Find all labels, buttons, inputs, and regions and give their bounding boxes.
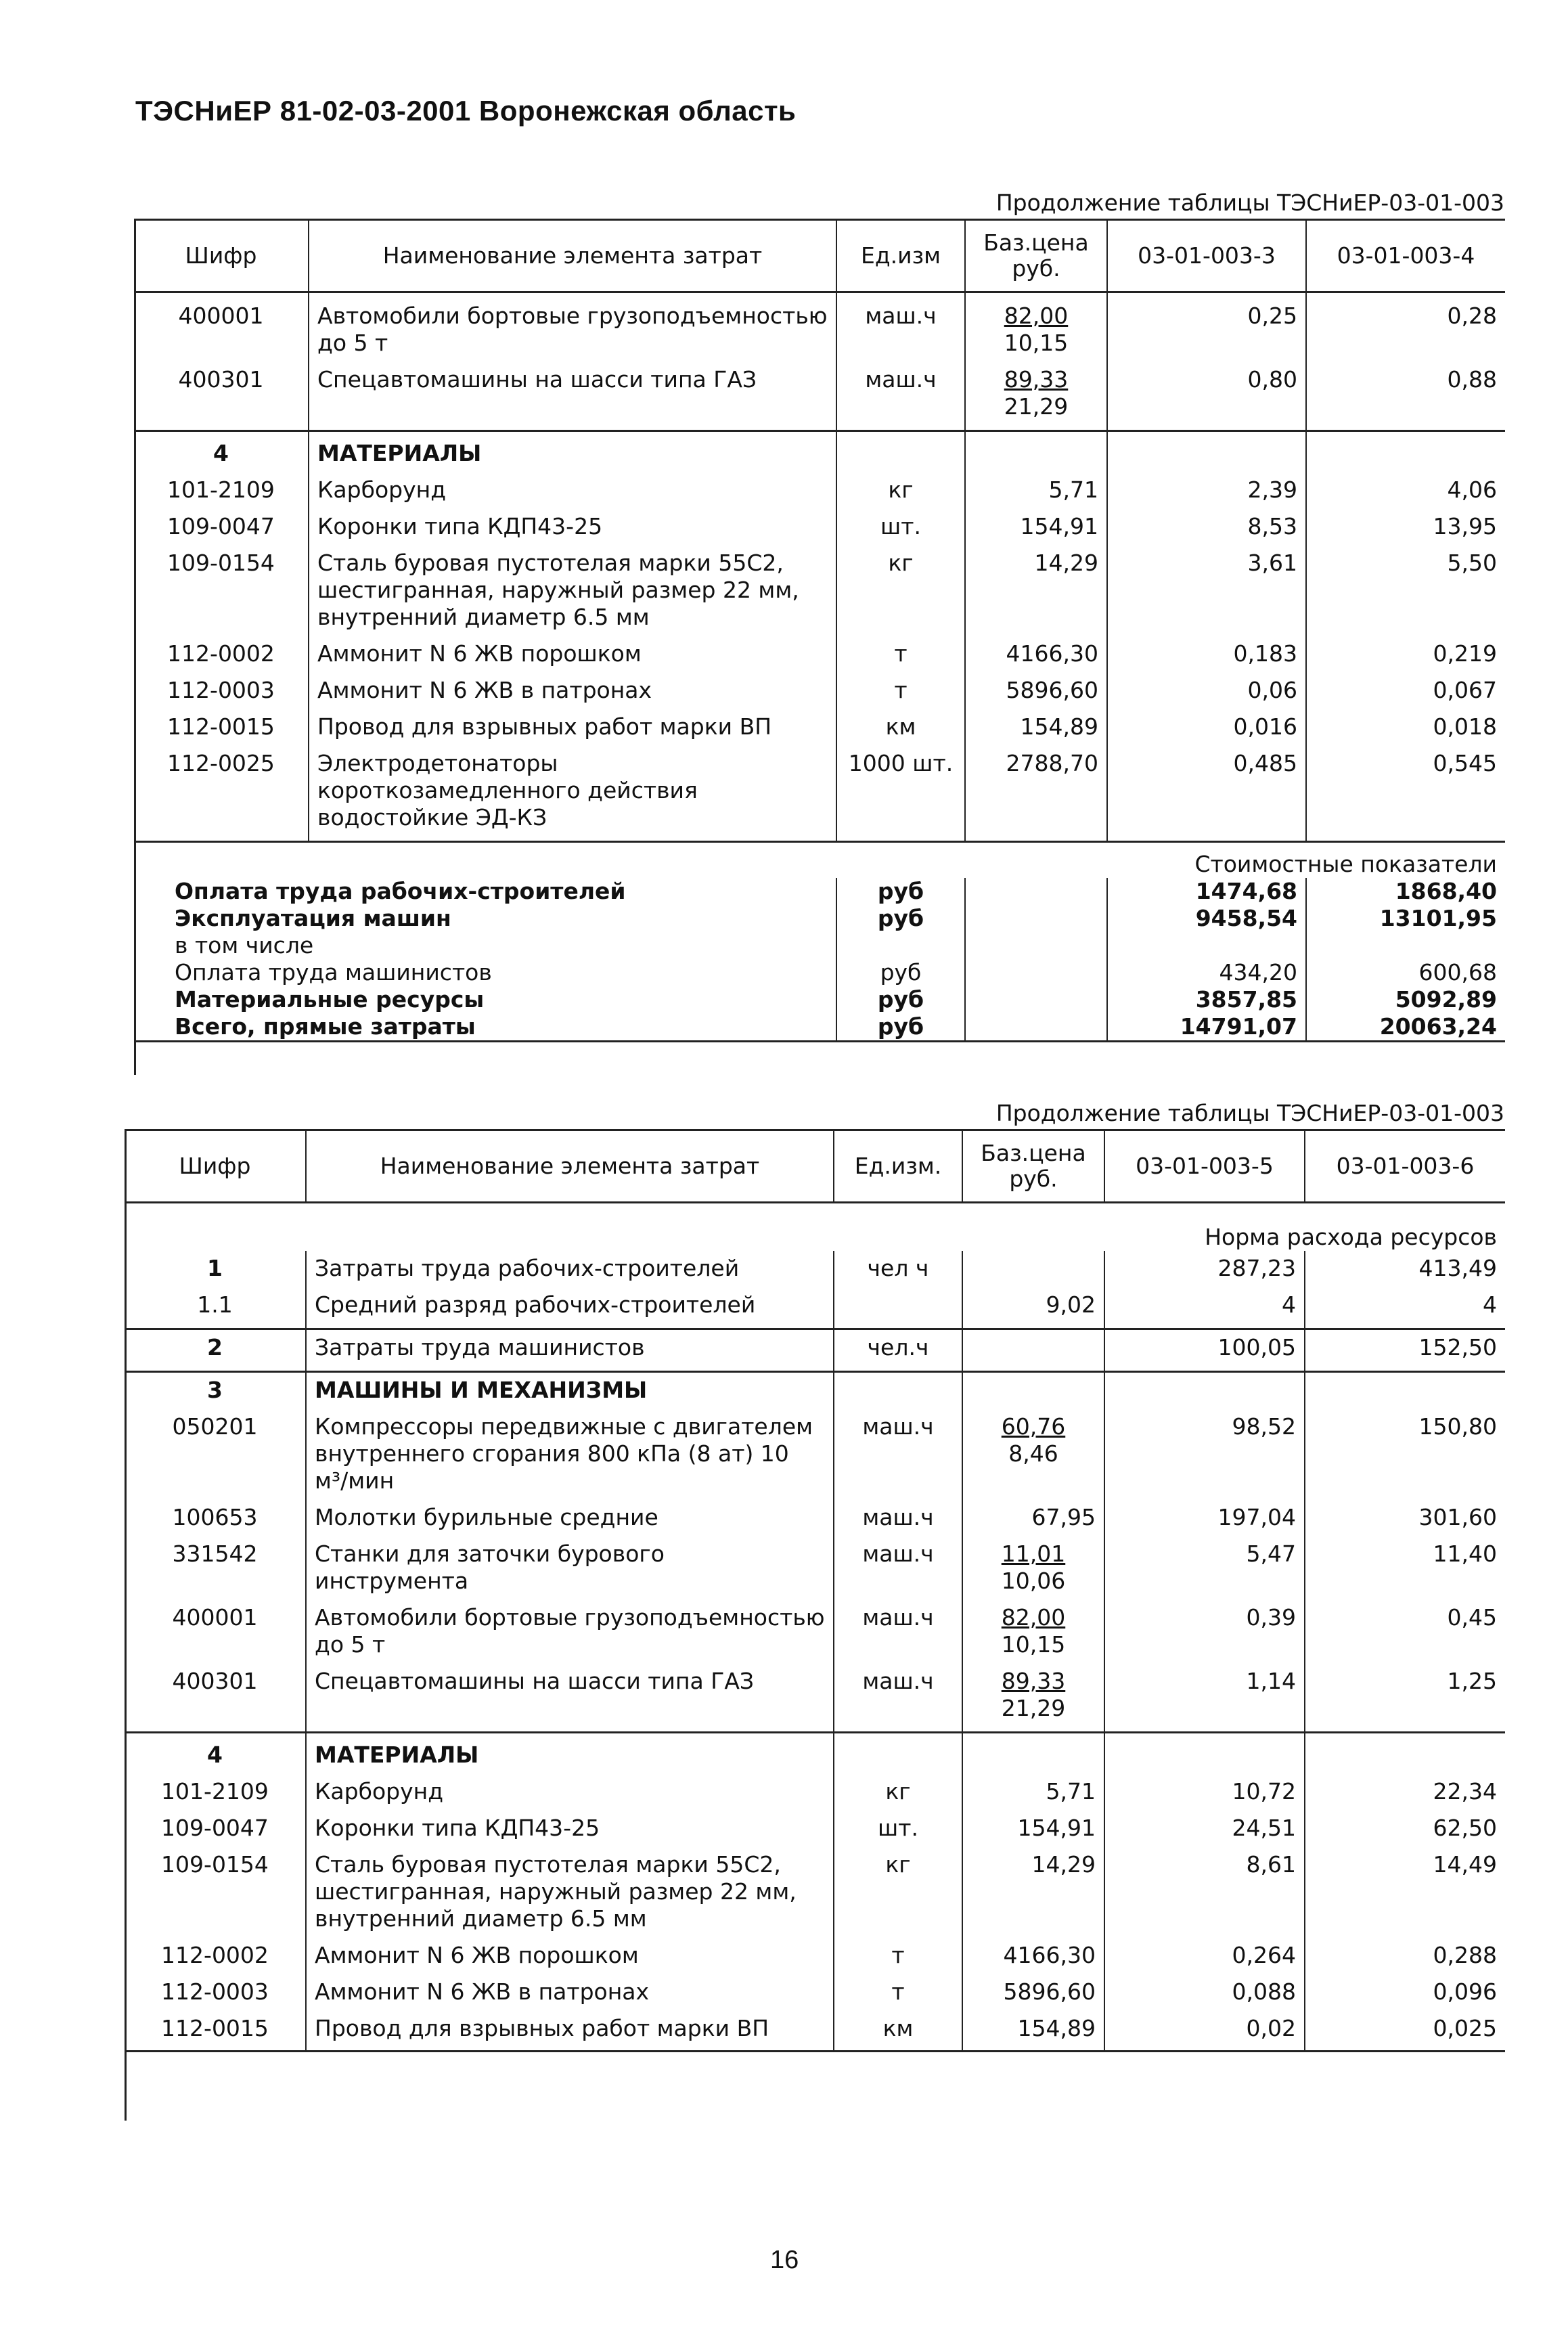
table-row: 112-0003 Аммонит N 6 ЖВ в патронах т 5896,60 0,088 0,096 — [125, 1978, 1505, 2006]
table-row: Оплата труда рабочих-строителей руб 1474,68 1868,40 — [134, 878, 1505, 905]
table-row: 109-0047 Коронки типа КДП43-25 шт. 154,91 8,53 13,95 — [134, 513, 1505, 540]
table-row: 101-2109 Карборунд кг 5,71 10,72 22,34 — [125, 1778, 1505, 1805]
table-row: Эксплуатация машин руб 9458,54 13101,95 — [134, 905, 1505, 932]
header-col1: 03-01-003-3 — [1107, 220, 1306, 292]
table-row: 112-0002 Аммонит N 6 ЖВ порошком т 4166,30 0,183 0,219 — [134, 640, 1505, 667]
header-unit: Ед.изм — [836, 220, 965, 292]
header-col2: 03-01-003-6 — [1305, 1130, 1505, 1203]
table-row: Материальные ресурсы руб 3857,85 5092,89 — [134, 986, 1505, 1013]
table-row: 400001 Автомобили бортовые грузоподъемностью до 5 т маш.ч 82,00 10,15 0,25 0,28 — [134, 303, 1505, 357]
section-materials: 4 МАТЕРИАЛЫ — [134, 431, 1505, 468]
table-row: 400301 Спецавтомашины на шасси типа ГАЗ маш.ч 89,33 21,29 0,80 0,88 — [134, 366, 1505, 420]
page-number: 16 — [770, 2246, 799, 2274]
table-row: 1 Затраты труда рабочих-строителей чел ч 287,23 413,49 — [125, 1251, 1505, 1282]
cost-band-row: Стоимостные показатели — [134, 842, 1505, 879]
page-title: ТЭСНиЕР 81-02-03-2001 Воронежская область — [135, 95, 797, 127]
table-row: Оплата труда машинистов руб 434,20 600,68 — [134, 959, 1505, 986]
table-row: 100653 Молотки бурильные средние маш.ч 67,95 197,04 301,60 — [125, 1504, 1505, 1531]
header-code: Шифр — [134, 220, 309, 292]
table-row: 101-2109 Карборунд кг 5,71 2,39 4,06 — [134, 477, 1505, 504]
table-row: Всего, прямые затраты руб 14791,07 20063,24 — [134, 1013, 1505, 1042]
table-row: 112-0002 Аммонит N 6 ЖВ порошком т 4166,30 0,264 0,288 — [125, 1942, 1505, 1969]
table-row: 050201 Компрессоры передвижные с двигателем внутреннего сгорания 800 кПа (8 ат) 10 м³/мин маш.ч 60,76 8,46 98,52 150,80 — [125, 1413, 1505, 1494]
table-row: 112-0003 Аммонит N 6 ЖВ в патронах т 5896,60 0,06 0,067 — [134, 677, 1505, 704]
table1 — [134, 219, 1505, 1042]
table-row: 400301 Спецавтомашины на шасси типа ГАЗ маш.ч 89,33 21,29 1,14 1,25 — [125, 1668, 1505, 1722]
table1-caption: Продолжение таблицы ТЭСНиЕР-03-01-003 — [995, 190, 1504, 216]
table2-caption: Продолжение таблицы ТЭСНиЕР-03-01-003 — [995, 1100, 1504, 1126]
table1-header-row — [134, 220, 1505, 292]
table-row: 400001 Автомобили бортовые грузоподъемностью до 5 т маш.ч 82,00 10,15 0,39 0,45 — [125, 1604, 1505, 1658]
header-price: Баз.цена руб. — [965, 220, 1107, 292]
table-row: 1.1 Средний разряд рабочих-строителей 9,02 4 4 — [125, 1291, 1505, 1319]
table-row: 112-0025 Электродетонаторы короткозамедленного действия водостойкие ЭД-КЗ 1000 шт. 2788,70 0,485 0,545 — [134, 750, 1505, 831]
table-row: 112-0015 Провод для взрывных работ марки ВП км 154,89 0,016 0,018 — [134, 713, 1505, 740]
header-price: Баз.цена руб. — [962, 1130, 1104, 1203]
operators-row: 2 Затраты труда машинистов чел.ч 100,05 152,50 — [125, 1329, 1505, 1362]
table-row: в том числе — [134, 932, 1505, 959]
header-code: Шифр — [125, 1130, 306, 1203]
section-machines: 3 МАШИНЫ И МЕХАНИЗМЫ — [125, 1372, 1505, 1404]
table-row: 109-0154 Сталь буровая пустотелая марки 55С2, шестигранная, наружный размер 22 мм, внутренний диаметр 6.5 мм кг 14,29 8,61 14,49 — [125, 1851, 1505, 1932]
section-materials: 4 МАТЕРИАЛЫ — [125, 1733, 1505, 1769]
header-name: Наименование элемента затрат — [309, 220, 836, 292]
table-row: 331542 Станки для заточки бурового инструмента маш.ч 11,01 10,06 5,47 11,40 — [125, 1541, 1505, 1595]
table-row: 109-0047 Коронки типа КДП43-25 шт. 154,91 24,51 62,50 — [125, 1815, 1505, 1842]
header-name: Наименование элемента затрат — [306, 1130, 834, 1203]
header-col1: 03-01-003-5 — [1104, 1130, 1305, 1203]
table-row: 112-0015 Провод для взрывных работ марки ВП км 154,89 0,02 0,025 — [125, 2015, 1505, 2052]
norm-band-row: Норма расхода ресурсов — [1205, 1224, 1497, 1250]
header-col2: 03-01-003-4 — [1306, 220, 1505, 292]
table2-header-row — [125, 1130, 1505, 1203]
table2 — [125, 1129, 1505, 2052]
header-unit: Ед.изм. — [834, 1130, 962, 1203]
table-row: 109-0154 Сталь буровая пустотелая марки 55С2, шестигранная, наружный размер 22 мм, внутренний диаметр 6.5 мм кг 14,29 3,61 5,50 — [134, 550, 1505, 631]
